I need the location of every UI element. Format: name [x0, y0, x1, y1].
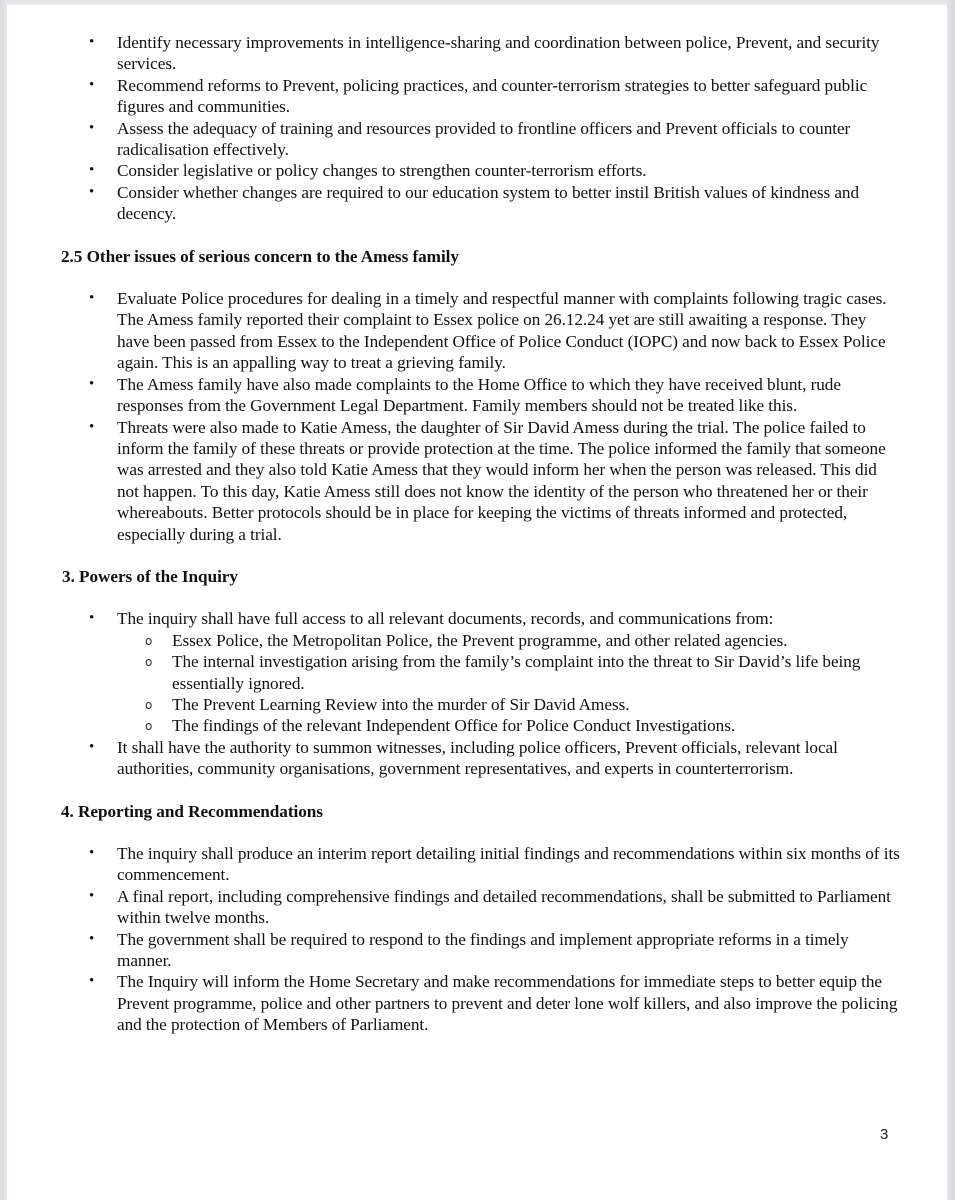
bullet-icon: •	[89, 183, 95, 200]
sub-list-item: o The internal investigation arising from the family’s complaint into the threat to Sir David’s life being essentially ignored.	[145, 652, 861, 693]
list-item: • It shall have the authority to summon witnesses, including police officers, Prevent officials, relevant local authorities, community organisations, government representatives, and experts in counterterrorism.	[89, 737, 838, 779]
document-content	[61, 32, 901, 1036]
list-item: • Consider whether changes are required to our education system to better instil British values of kindness and decency.	[89, 182, 860, 224]
list-item: • Identify necessary improvements in intelligence-sharing and coordination between police, Prevent, and security services.	[89, 33, 880, 74]
list-item: • The Amess family have also made complaints to the Home Office to which they have received blunt, rude responses from the Government Legal Department. Family members should not be treated like this.	[89, 374, 841, 416]
bullet-icon: •	[89, 290, 95, 307]
list-item: • The Inquiry will inform the Home Secretary and make recommendations for immediate steps to better equip the Prevent programme, police and other partners to prevent and deter lone wolf killers, and also improve the policing and the protection of Members of Parliament.	[89, 972, 898, 1035]
list-item: • The inquiry shall have full access to all relevant documents, records, and communications from: o Essex Police, the Metropolitan Police, the Prevent programme, and other related agencies. o The internal investigation arising from the family’s complaint into the threat to Sir David’s life being essentially ignored. o The Prevent Learning Review into the murder of Sir David Amess. o The findings of the relevant Independent Office for Police Conduct Investigations.	[61, 608, 901, 736]
list-item: • Consider legislative or policy changes to strengthen counter-terrorism efforts.	[89, 161, 647, 181]
hollow-circle-bullet-icon: o	[145, 697, 153, 712]
bullet-icon: •	[89, 76, 95, 93]
bullet-icon: •	[89, 34, 95, 50]
bullet-icon: •	[89, 418, 95, 435]
list-item: • Recommend reforms to Prevent, policing practices, and counter-terrorism strategies to better safeguard public figures and communities.	[89, 75, 868, 117]
list-item: • Assess the adequacy of training and resources provided to frontline officers and Prevent officials to counter radicalisation effectively.	[89, 118, 851, 160]
list-item: • The government shall be required to respond to the findings and implement appropriate reforms in a timely manner.	[89, 929, 849, 971]
bullet-icon: •	[89, 845, 95, 861]
section-2-5-bullet-list	[61, 288, 901, 545]
list-item: • A final report, including comprehensive findings and detailed recommendations, shall be submitted to Parliament within twelve months.	[89, 886, 891, 928]
section-heading-3: 3. Powers of the Inquiry	[62, 566, 238, 586]
bullet-icon: •	[89, 610, 95, 627]
list-item: • Evaluate Police procedures for dealing in a timely and respectful manner with complaints following tragic cases. The Amess family reported their complaint to Essex police on 26.12.24 yet are still awaiting a response. They have been passed from Essex to the Independent Office of Police Conduct (IOPC) and now back to Essex Police again. This is an appalling way to treat a grieving family.	[89, 289, 887, 373]
section-heading-4: 4. Reporting and Recommendations	[61, 801, 323, 821]
sub-list-item: o The findings of the relevant Independent Office for Police Conduct Investigations.	[117, 715, 901, 736]
intro-bullet-list	[61, 32, 901, 225]
sub-list-item: o The Prevent Learning Review into the murder of Sir David Amess.	[117, 694, 901, 715]
bullet-icon: •	[89, 738, 95, 755]
section-3-bullet-list	[61, 608, 901, 779]
hollow-circle-bullet-icon: o	[145, 633, 153, 648]
section-3-sub-bullet-list	[117, 630, 901, 737]
list-item: • The inquiry shall produce an interim report detailing initial findings and recommendations within six months of its commencement.	[89, 844, 900, 885]
bullet-icon: •	[89, 162, 95, 179]
bullet-icon: •	[89, 887, 95, 904]
list-item: • Threats were also made to Katie Amess, the daughter of Sir David Amess during the trial. The police failed to inform the family of these threats or provide protection at the time. The police informed the family that someone was arrested and they also told Katie Amess that they would inform her when the person was released. This did not happen. To this day, Katie Amess still does not know the identity of the person who threatened her or their whereabouts. Better protocols should be in place for keeping the victims of threats informed and protected, especially during a trial.	[89, 417, 886, 544]
hollow-circle-bullet-icon: o	[145, 719, 153, 734]
bullet-icon: •	[89, 375, 95, 392]
bullet-icon: •	[89, 119, 95, 136]
bullet-icon: •	[89, 973, 95, 990]
bullet-icon: •	[89, 930, 95, 947]
section-4-bullet-list	[61, 843, 901, 1036]
sub-list-item: o Essex Police, the Metropolitan Police, the Prevent programme, and other related agencies.	[117, 630, 901, 651]
section-heading-2-5: 2.5 Other issues of serious concern to the Amess family	[61, 246, 459, 266]
hollow-circle-bullet-icon: o	[145, 655, 153, 670]
page-number: 3	[880, 1126, 889, 1143]
